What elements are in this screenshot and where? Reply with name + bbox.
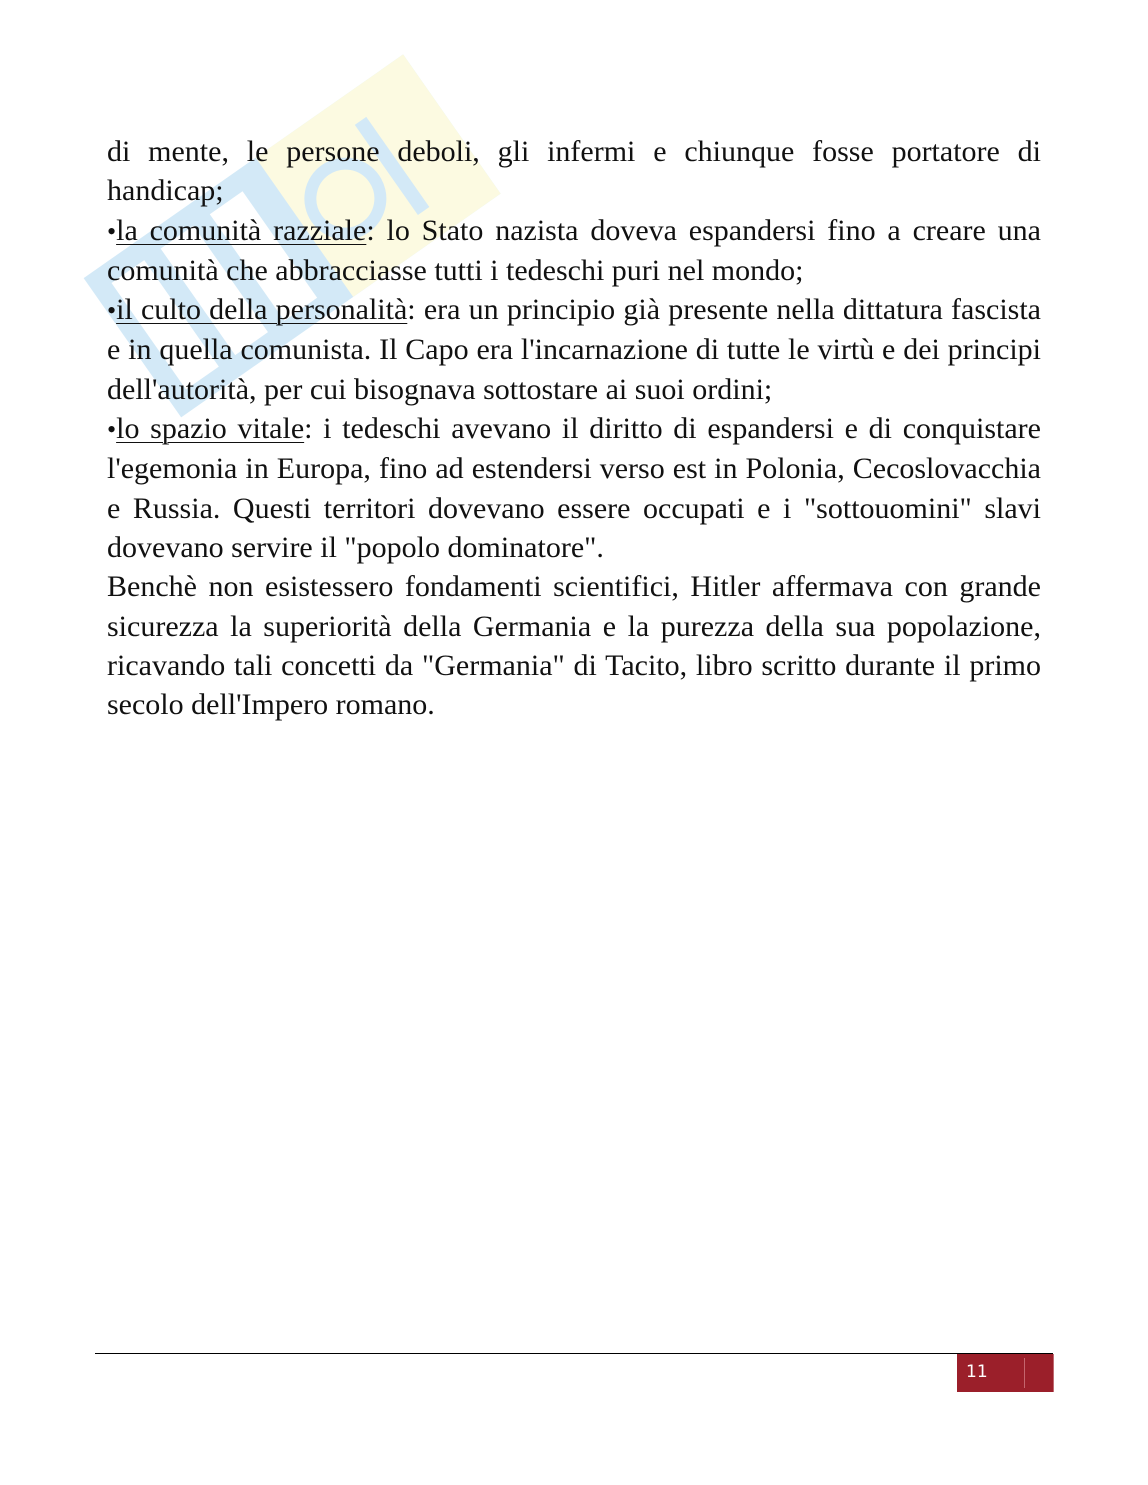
page-number-box [957, 1354, 1054, 1392]
paragraph-conclusion [107, 567, 1041, 724]
bullet-item-spazio-vitale [107, 409, 1041, 567]
paragraph-continuation [107, 132, 1041, 211]
bullet-text: : era un principio già presente nella dittatura fascista e in quella comunista. Il Capo era l'incarnazione di tutte le virtù e dei principi dell'autorità, per cui bisognava sottostare ai suoi ordini; [107, 293, 1041, 406]
footer-divider [95, 1353, 1053, 1354]
bullet-icon: • [107, 415, 117, 445]
paragraph-text: di mente, le persone deboli, gli infermi e chiunque fosse portatore di handicap; [107, 135, 1041, 208]
bullet-term: lo spazio vitale [116, 412, 305, 446]
page-box-divider [1024, 1358, 1025, 1388]
bullet-item-comunita-razziale [107, 211, 1041, 291]
page-number: 11 [966, 1362, 988, 1382]
bullet-text: : i tedeschi avevano il diritto di espandersi e di conquistare l'egemonia in Europa, fino ad estendersi verso est in Polonia, Cecoslovacchia e Russia. Questi territori dovevano essere occupati e i "sottouomini" slavi dovevano servire il "popolo dominatore". [107, 412, 1041, 564]
bullet-term: la comunità razziale [116, 213, 367, 247]
bullet-term: il culto della personalità [116, 293, 408, 327]
paragraph-text: Benchè non esistessero fondamenti scientifici, Hitler affermava con grande sicurezza la superiorità della Germania e la purezza della sua popolazione, ricavando tali concetti da "Germania" di Tacito, libro scritto durante il primo secolo dell'Impero romano. [107, 570, 1041, 722]
bullet-icon: • [107, 216, 117, 246]
document-body [107, 132, 1041, 724]
bullet-text: : lo Stato nazista doveva espandersi fino a creare una comunità che abbracciasse tutti i tedeschi puri nel mondo; [107, 213, 1041, 287]
bullet-icon: • [107, 296, 117, 326]
bullet-item-culto-personalita [107, 290, 1041, 409]
